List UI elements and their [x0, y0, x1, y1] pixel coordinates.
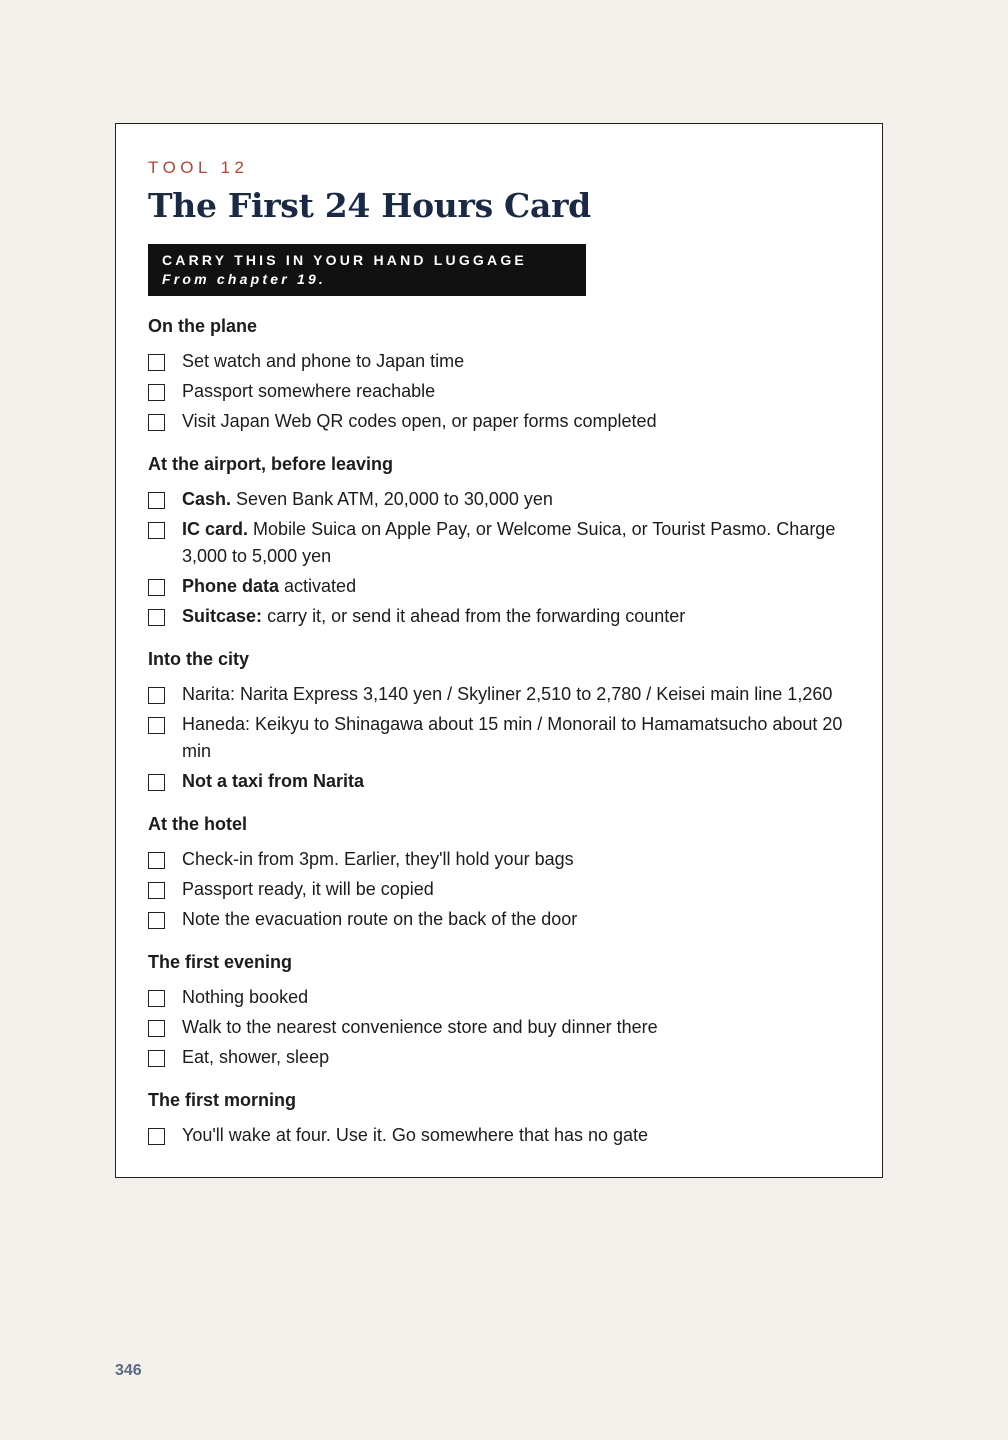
checklist-item — [148, 378, 850, 405]
item-text: carry it, or send it ahead from the forwarding counter — [267, 606, 686, 626]
section-title: Into the city — [148, 649, 250, 669]
checklist-item — [148, 876, 850, 903]
page-number: 346 — [115, 1362, 142, 1379]
checkbox[interactable] — [148, 774, 165, 791]
item-text: You'll wake at four. Use it. Go somewhere that has no gate — [182, 1125, 649, 1145]
checklist-item — [148, 408, 850, 435]
item-text: Note the evacuation route on the back of the door — [182, 909, 578, 929]
checkbox[interactable] — [148, 912, 165, 929]
checklist-item — [148, 486, 850, 513]
checklist-sections — [148, 314, 850, 1149]
checkbox[interactable] — [148, 579, 165, 596]
tool-kicker: TOOL 12 — [148, 158, 249, 177]
item-text: Check-in from 3pm. Earlier, they'll hold your bags — [182, 849, 574, 869]
item-text: Narita: Narita Express 3,140 yen / Skyliner 2,510 to 2,780 / Keisei main line 1,260 — [182, 684, 833, 704]
item-text: Passport ready, it will be copied — [182, 879, 434, 899]
checklist-item — [148, 1122, 850, 1149]
item-text: Passport somewhere reachable — [182, 381, 436, 401]
section-title: On the plane — [148, 316, 258, 336]
hand-luggage-banner — [148, 244, 586, 296]
checklist-section — [148, 647, 850, 795]
banner-main-text: CARRY THIS IN YOUR HAND LUGGAGE — [162, 252, 527, 268]
checkbox[interactable] — [148, 1128, 165, 1145]
checkbox[interactable] — [148, 522, 165, 539]
checklist-section — [148, 452, 850, 630]
item-bold-lead: Cash. — [182, 489, 232, 509]
checklist-item — [148, 768, 850, 795]
item-bold-lead: Suitcase: — [182, 606, 263, 626]
checklist-item — [148, 846, 850, 873]
section-title: The first morning — [148, 1090, 296, 1110]
checklist-section — [148, 314, 850, 435]
item-bold-lead: Not a taxi from Narita — [182, 771, 365, 791]
checkbox[interactable] — [148, 384, 165, 401]
checklist — [148, 846, 850, 933]
checklist — [148, 348, 850, 435]
checklist — [148, 486, 850, 630]
checklist-section — [148, 950, 850, 1071]
checklist-item — [148, 984, 850, 1011]
item-text: Visit Japan Web QR codes open, or paper forms completed — [182, 411, 657, 431]
item-text: activated — [284, 576, 357, 596]
checklist-item — [148, 906, 850, 933]
checkbox[interactable] — [148, 1050, 165, 1067]
checkbox[interactable] — [148, 852, 165, 869]
item-text: Haneda: Keikyu to Shinagawa about 15 min / Monorail to Hamamatsucho about 20 min — [182, 714, 843, 761]
item-text: Seven Bank ATM, 20,000 to 30,000 yen — [236, 489, 553, 509]
page-title: The First 24 Hours Card — [148, 186, 591, 225]
item-bold-lead: Phone data — [182, 576, 280, 596]
item-text: Mobile Suica on Apple Pay, or Welcome Suica, or Tourist Pasmo. Charge 3,000 to 5,000 yen — [182, 519, 836, 566]
checkbox[interactable] — [148, 717, 165, 734]
checkbox[interactable] — [148, 882, 165, 899]
checkbox[interactable] — [148, 687, 165, 704]
checkbox[interactable] — [148, 990, 165, 1007]
section-title: The first evening — [148, 952, 293, 972]
checklist — [148, 1122, 850, 1149]
checklist-item — [148, 711, 850, 765]
item-text: Nothing booked — [182, 987, 309, 1007]
checkbox[interactable] — [148, 492, 165, 509]
checklist — [148, 984, 850, 1071]
checklist-section — [148, 1088, 850, 1149]
checklist-section — [148, 812, 850, 933]
checklist-item — [148, 573, 850, 600]
checklist — [148, 681, 850, 795]
checkbox[interactable] — [148, 609, 165, 626]
item-text: Eat, shower, sleep — [182, 1047, 330, 1067]
section-title: At the airport, before leaving — [148, 454, 394, 474]
checklist-item — [148, 516, 850, 570]
item-text: Walk to the nearest convenience store and buy dinner there — [182, 1017, 658, 1037]
checklist-item — [148, 348, 850, 375]
checkbox[interactable] — [148, 414, 165, 431]
checkbox[interactable] — [148, 1020, 165, 1037]
checklist-item — [148, 681, 850, 708]
item-text: Set watch and phone to Japan time — [182, 351, 465, 371]
checklist-item — [148, 1044, 850, 1071]
tool-card — [115, 123, 883, 1178]
checklist-item — [148, 1014, 850, 1041]
banner-sub-text: From chapter 19. — [162, 271, 327, 287]
checklist-item — [148, 603, 850, 630]
checkbox[interactable] — [148, 354, 165, 371]
section-title: At the hotel — [148, 814, 247, 834]
item-bold-lead: IC card. — [182, 519, 249, 539]
